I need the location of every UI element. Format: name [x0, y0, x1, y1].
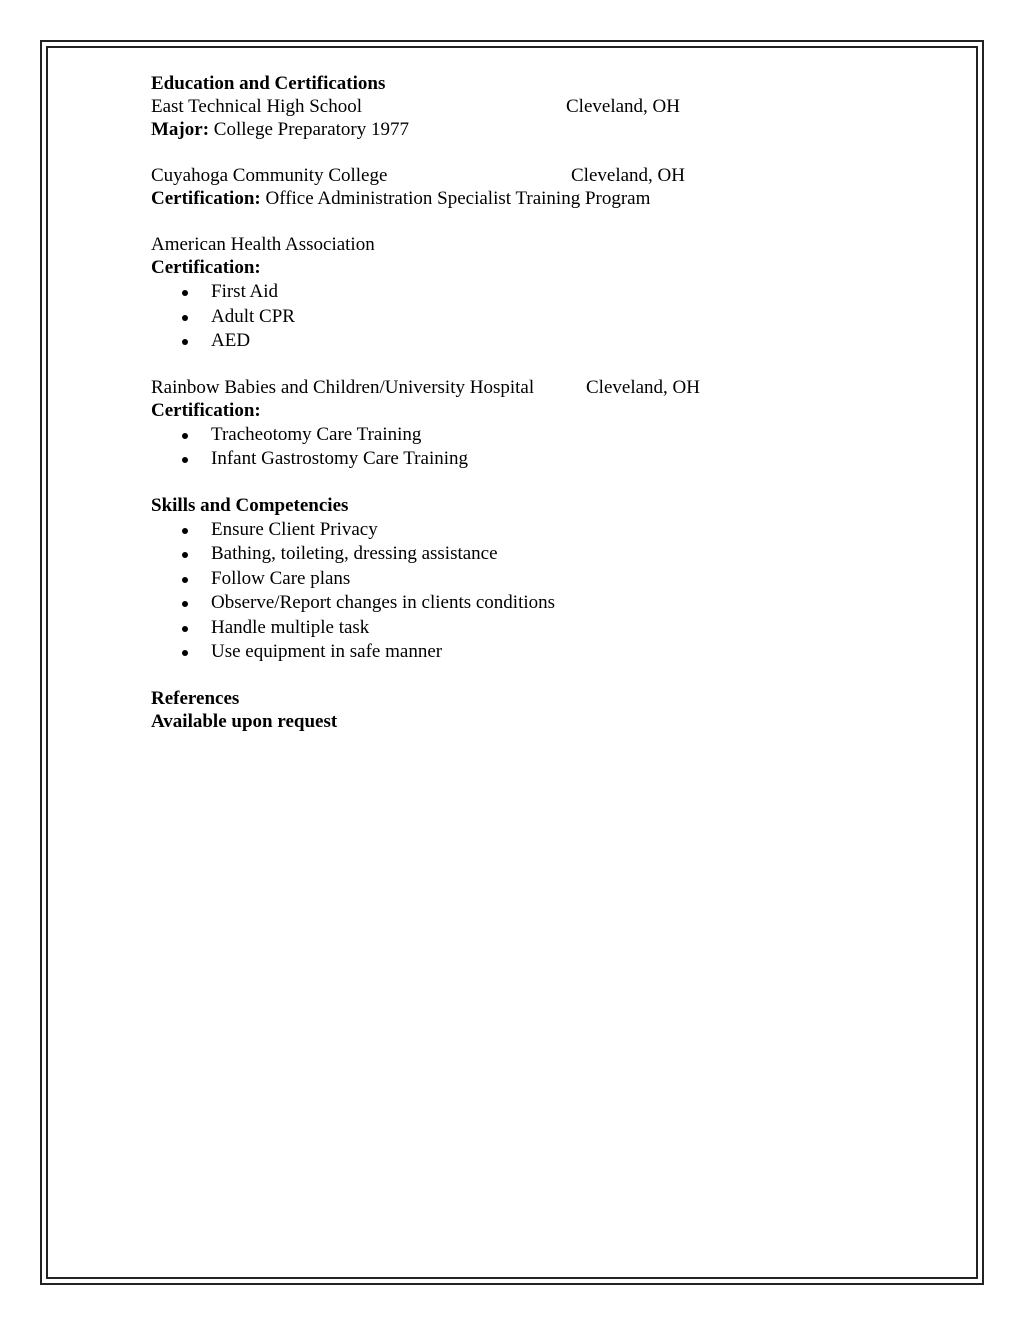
certification-label: Certification: — [151, 399, 261, 421]
bullet-icon — [182, 528, 188, 534]
education-entry-american-health — [151, 233, 851, 256]
list-item: Observe/Report changes in clients conditions — [151, 591, 851, 616]
certification-list — [151, 280, 851, 354]
institution-name: Cuyahoga Community College — [151, 165, 388, 186]
education-heading: Education and Certifications — [151, 73, 386, 94]
education-entry-east-technical — [151, 95, 851, 118]
references-note: Available upon request — [151, 710, 338, 732]
list-item: AED — [151, 329, 851, 354]
education-entry-rainbow-babies — [151, 376, 851, 399]
certification-list — [151, 423, 851, 472]
detail-value: Office Administration Specialist Training Program — [260, 188, 651, 209]
institution-name: American Health Association — [151, 234, 375, 255]
list-item: First Aid — [151, 280, 851, 305]
list-item: Infant Gastrostomy Care Training — [151, 447, 851, 472]
institution-name: East Technical High School — [151, 96, 362, 117]
list-item: Handle multiple task — [151, 616, 851, 641]
list-item: Tracheotomy Care Training — [151, 423, 851, 448]
list-item: Follow Care plans — [151, 567, 851, 592]
list-item: Ensure Client Privacy — [151, 518, 851, 543]
institution-name: Rainbow Babies and Children/University Hospital — [151, 376, 535, 398]
bullet-icon — [182, 290, 188, 296]
bullet-icon — [182, 339, 188, 345]
education-entry-cuyahoga — [151, 164, 851, 187]
bullet-icon — [182, 457, 188, 463]
list-item: Use equipment in safe manner — [151, 640, 851, 665]
skills-heading: Skills and Competencies — [151, 494, 349, 516]
certification-label: Certification: — [151, 257, 261, 278]
education-detail-certification — [151, 187, 851, 210]
education-detail-major — [151, 118, 851, 141]
institution-location: Cleveland, OH — [566, 96, 680, 117]
detail-label: Major: — [151, 119, 210, 140]
bullet-icon — [182, 552, 188, 558]
detail-value: College Preparatory 1977 — [209, 119, 410, 140]
bullet-icon — [182, 315, 188, 321]
bullet-icon — [182, 577, 188, 583]
list-item: Adult CPR — [151, 305, 851, 330]
detail-label: Certification: — [151, 188, 261, 209]
institution-location: Cleveland, OH — [571, 165, 685, 186]
resume-content — [151, 72, 851, 733]
bullet-icon — [182, 650, 188, 656]
bullet-icon — [182, 601, 188, 607]
references-heading: References — [151, 687, 240, 709]
bullet-icon — [182, 433, 188, 439]
bullet-icon — [182, 626, 188, 632]
institution-location: Cleveland, OH — [586, 376, 700, 398]
skills-list — [151, 518, 851, 665]
list-item: Bathing, toileting, dressing assistance — [151, 542, 851, 567]
